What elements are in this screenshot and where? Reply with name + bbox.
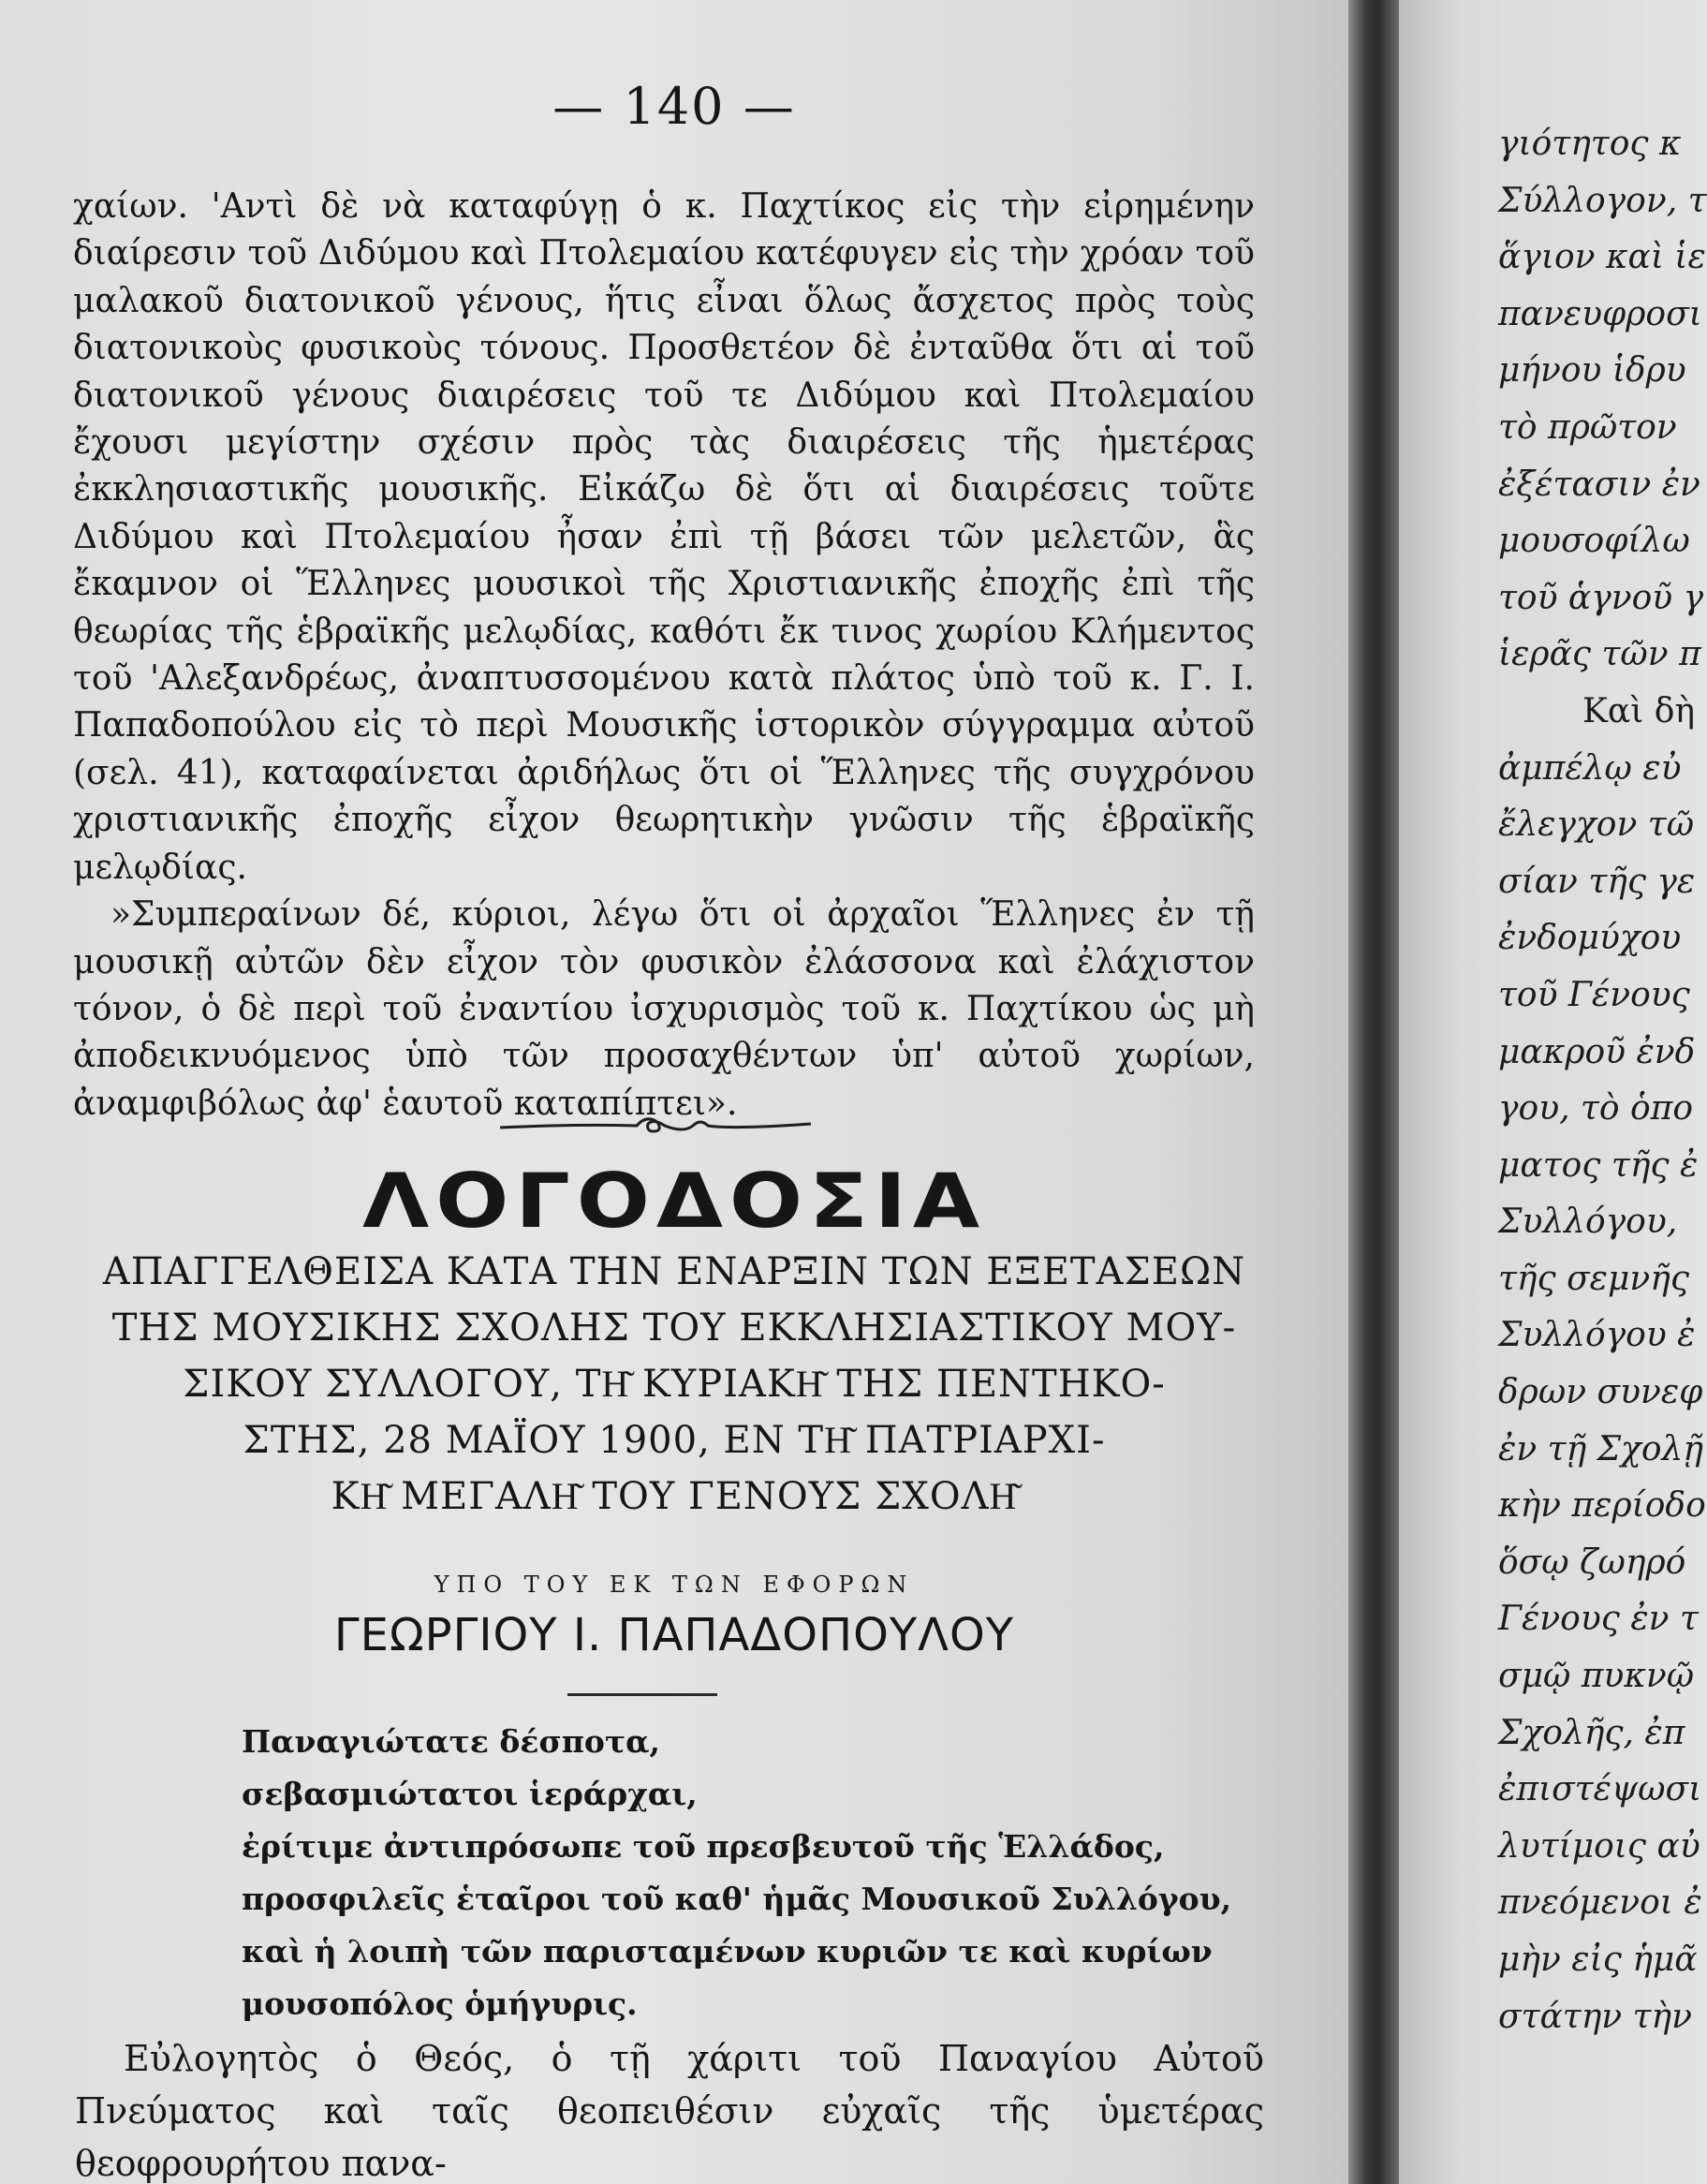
salutation-line: σεβασμιώτατοι ἱεράρχαι, (242, 1776, 698, 1812)
salutation-line: ἐρίτιμε ἀντιπρόσωπε τοῦ πρεσβευτοῦ τῆς Ἑλλάδος, (242, 1828, 1165, 1865)
text-line: Σύλλογον, τ (1498, 181, 1707, 220)
text-line: ἔλεγχον τῶ (1498, 805, 1695, 845)
text-line: ἐνδομύχου (1498, 919, 1682, 958)
subtitle-line: ΚΗ͂ ΜΕΓΑΛΗ͂ ΤΟΥ ΓΕΝΟΥΣ ΣΧΟΛΗ͂ (331, 1475, 1018, 1518)
salutation-line: μουσοπόλος ὁμήγυρις. (242, 1985, 638, 2022)
text-line: Σχολῆς, ἐπ (1498, 1713, 1685, 1752)
text-line: ἱερᾶς τῶν π (1498, 635, 1701, 674)
text-line: γιότητος κ (1498, 125, 1682, 163)
subtitle-line: ΣΤΗΣ, 28 ΜΑΪΟΥ 1900, ΕΝ ΤΗ͂ ΠΑΤΡΙΑΡΧΙ- (243, 1419, 1106, 1462)
paragraph: χαίων. 'Αντὶ δὲ νὰ καταφύγῃ ὁ κ. Παχτίκος εἰς τὴν εἰρημένην διαίρεσιν τοῦ Διδύμου καὶ Πτολεμαίου κατέφυγεν εἰς τὴν χρόαν τοῦ μαλακοῦ διατονικοῦ γένους, ἥτις εἶναι ὅλως ἄσχετος πρὸς τοὺς διατονικοὺς φυσικοὺς τόνους. Προσθετέον δὲ ἐνταῦθα ὅτι αἱ τοῦ διατονικοῦ γένους διαιρέσεις τοῦ τε Διδύμου καὶ Πτολεμαίου ἔχουσι μεγίστην σχέσιν πρὸς τὰς διαιρέσεις τῆς ἡμετέρας ἐκκλησιαστικῆς μουσικῆς. Εἰκάζω δὲ ὅτι αἱ διαιρέσεις τοῦτε Διδύμου καὶ Πτολεμαίου ἦσαν ἐπὶ τῇ βάσει τῶν μελετῶν, ἃς ἔκαμνον οἱ Ἕλληνες μουσικοὶ τῆς Χριστιανικῆς ἐποχῆς ἐπὶ τῆς θεωρίας τῆς ἑβραϊκῆς μελῳδίας, καθότι ἔκ τινος χωρίου Κλήμεντος τοῦ 'Αλεξανδρέως, ἀναπτυσσομένου κατὰ πλάτος ὑπὸ τοῦ κ. Γ. Ι. Παπαδοπούλου εἰς τὸ περὶ Μουσικῆς ἱστορικὸν σύγγραμμα αὐτοῦ (σελ. 41), καταφαίνεται ἀριδήλως ὅτι οἱ Ἕλληνες τῆς συγχρόνου χριστιανικῆς ἐποχῆς εἶχον θεωρητικὴν γνῶσιν τῆς ἑβραϊκῆς μελῳδίας. (73, 187, 1255, 887)
text-line: μουσοφίλω (1498, 522, 1690, 561)
text-line: Γένους ἐν τ (1498, 1600, 1699, 1639)
text-line: τῆς σεμνῆς (1498, 1259, 1689, 1298)
text-line: Συλλόγου ἐ (1498, 1316, 1696, 1355)
text-line: σμῷ πυκνῷ (1498, 1657, 1695, 1696)
text-line: ἐξέτασιν ἐν (1498, 465, 1700, 504)
paragraph: »Συμπεραίνων δέ, κύριοι, λέγω ὅτι οἱ ἀρχαῖοι Ἕλληνες ἐν τῇ μουσικῇ αὐτῶν δὲν εἶχον τὸν φυσικὸν ἐλάσσονα καὶ ἐλάχιστον τόνον, ὁ δὲ περὶ τοῦ ἐναντίου ἰσχυρισμὸς τοῦ κ. Παχτίκου ὡς μὴ ἀποδεικνυόμενος ὑπὸ τῶν προσαχθέντων ὑπ' αὐτοῦ χωρίων, ἀναμφιβόλως ἀφ' ἑαυτοῦ καταπίπτει». (73, 895, 1255, 1123)
divider-rule (567, 1693, 717, 1696)
text-line: ὅσῳ ζωηρό (1498, 1542, 1686, 1582)
section-title: ΛΟΓΟΔΟΣΙΑ (361, 1158, 987, 1245)
subtitle-line: ΑΠΑΓΓΕΛΘΕΙΣΑ ΚΑΤΑ ΤΗΝ ΕΝΑΡΞΙΝ ΤΩΝ ΕΞΕΤΑΣΕΩΝ (102, 1250, 1246, 1293)
text-line: γου, τὸ ὁπο (1498, 1089, 1694, 1129)
text-line: στάτην τὴν (1498, 1997, 1692, 2036)
salutation-line: καὶ ἡ λοιπὴ τῶν παρισταμένων κυριῶν τε καὶ κυρίων (242, 1933, 1213, 1970)
text-line: Καὶ δὴ (1582, 691, 1696, 730)
byline: ΥΠΟ ΤΟΥ ΕΚ ΤΩΝ ΕΦΟΡΩΝ (434, 1572, 915, 1598)
body-text (73, 184, 1255, 1128)
text-line: μήνου ἱδρυ (1498, 351, 1686, 391)
salutation-line: Παναγιώτατε δέσποτα, (242, 1723, 661, 1760)
book-gutter (1348, 0, 1399, 2184)
text-line: πανευφροσι (1498, 294, 1702, 333)
text-line: τοῦ Γένους (1498, 975, 1690, 1014)
opening-paragraph: Εὐλογητὸς ὁ Θεός, ὁ τῇ χάριτι τοῦ Παναγίου Αὐτοῦ Πνεύματος καὶ ταῖς θεοπειθέσιν εὐχαῖς τῆς ὑμετέρας θεοφρουρήτου πανα- (75, 2038, 1264, 2184)
text-line: δρων συνεφ (1498, 1373, 1703, 1412)
text-line: μὴν εἰς ἡμᾶ (1498, 1941, 1698, 1979)
text-line: τὸ πρῶτον (1498, 407, 1677, 447)
text-line: τοῦ ἁγνοῦ γ (1498, 578, 1704, 617)
salutation (242, 1716, 1232, 2030)
right-page (1399, 0, 1707, 2184)
subtitle-line: ΤΗΣ ΜΟΥΣΙΚΗΣ ΣΧΟΛΗΣ ΤΟΥ ΕΚΚΛΗΣΙΑΣΤΙΚΟΥ ΜΟΥ- (111, 1306, 1237, 1350)
text-line: ἐν τῇ Σχολῇ (1498, 1429, 1703, 1468)
subtitle (66, 1244, 1283, 1525)
salutation-line: προσφιλεῖς ἑταῖροι τοῦ καθ' ἡμᾶς Μουσικοῦ Συλλόγου, (242, 1881, 1232, 1917)
text-line: ματος τῆς ἐ (1498, 1145, 1699, 1185)
text-line: πνεόμενοι ἐ (1498, 1883, 1702, 1923)
subtitle-line: ΣΙΚΟΥ ΣΥΛΛΟΓΟΥ, ΤΗ͂ ΚΥΡΙΑΚΗ͂ ΤΗΣ ΠΕΝΤΗΚΟ- (183, 1363, 1166, 1406)
text-line: μακροῦ ἐνδ (1498, 1032, 1696, 1071)
text-line: λυτίμοις αὐ (1498, 1826, 1700, 1866)
text-line: ἐπιστέψωσι (1498, 1770, 1702, 1809)
ornament-divider-icon (496, 1105, 815, 1146)
text-line: Συλλόγου, (1498, 1203, 1678, 1242)
right-page-text (1498, 116, 1707, 2045)
text-line: σίαν τῆς γε (1498, 862, 1696, 901)
text-line: ἀμπέλῳ εὐ (1498, 748, 1682, 788)
author-name: ΓΕΩΡΓΙΟΥ Ι. ΠΑΠΑΔΟΠΟΥΛΟΥ (333, 1609, 1015, 1661)
text-line: ἅγιον καὶ ἱε (1498, 238, 1706, 277)
text-line: κὴν περίοδο (1498, 1486, 1706, 1526)
page-number: — 140 — (552, 77, 796, 136)
